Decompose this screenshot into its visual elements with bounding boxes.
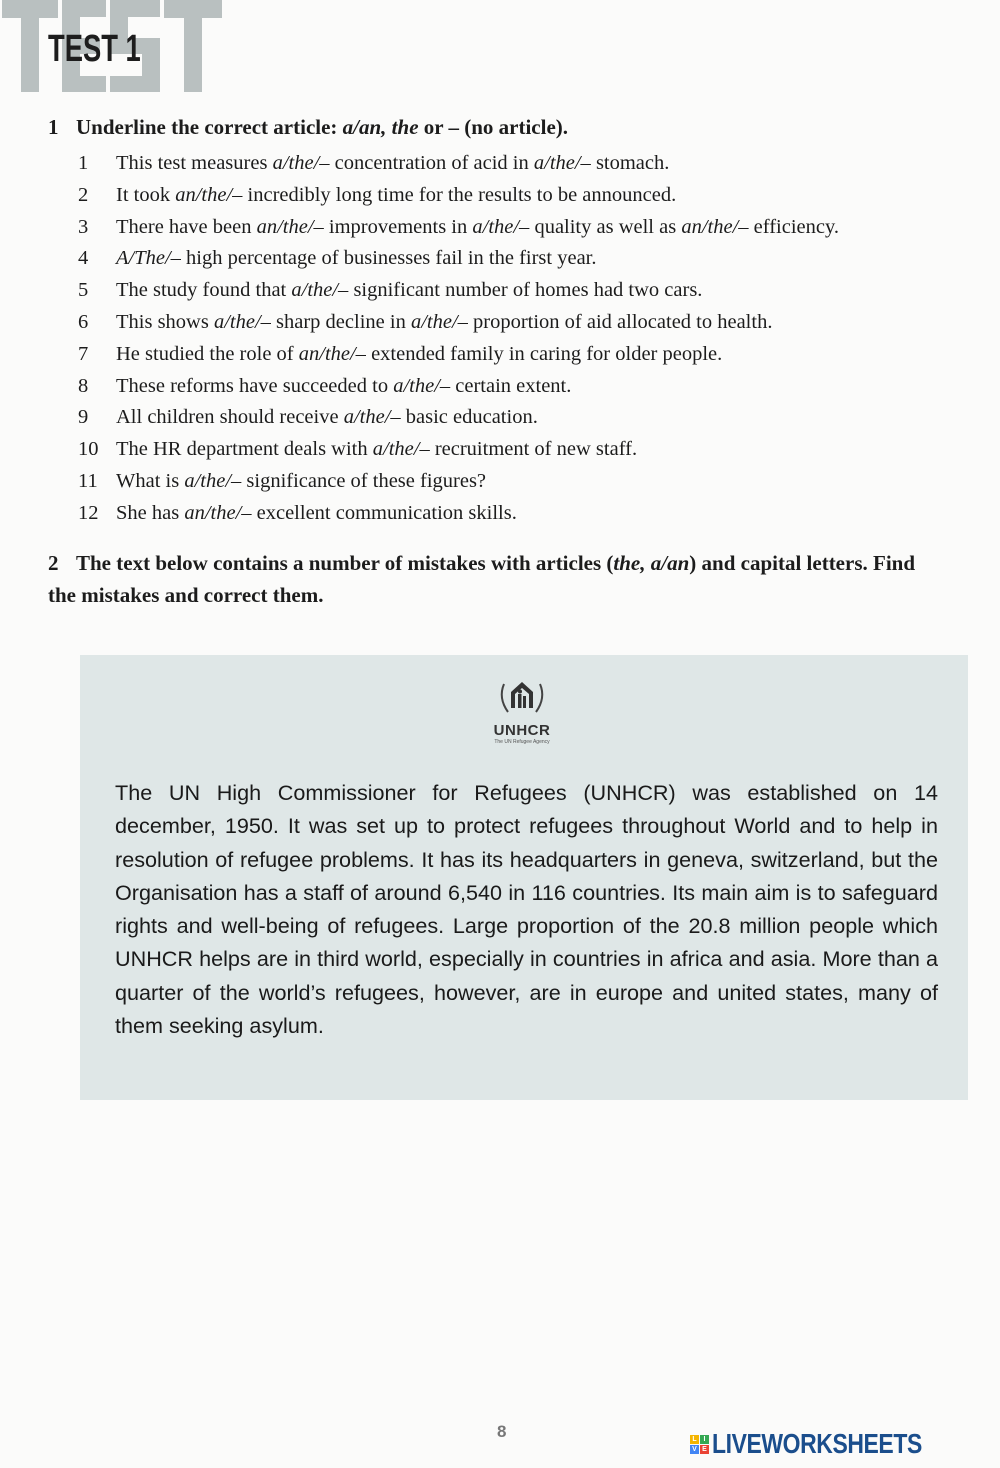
list-item	[78, 243, 948, 275]
text-segment: The study found that	[116, 279, 292, 302]
text-segment: There have been	[116, 215, 257, 238]
page-number: 8	[497, 1422, 507, 1441]
text-segment: high percentage of businesses fail in the first year.	[180, 247, 597, 270]
article-options[interactable]: an/the/–	[681, 215, 749, 238]
error-correction-text: The UN High Commissioner for Refugees (UNHCR) was established on 14 december, 1950. It was set up to protect refugees throughout World and to help in resolution of refugee problems. It has its headquarters in geneva, switzerland, but the Organisation has a staff of around 6,540 in 116 countries. Its main aim is to safeguard rights and well-being of refugees. Large proportion of the 20.8 million people which UNHCR helps are in third world, especially in countries in africa and asia. More than a quarter of the world’s refugees, however, are in europe and united states, many of them seeking asylum.	[115, 780, 938, 1039]
article-options[interactable]: an/the/–	[175, 183, 243, 206]
text-segment: The HR department deals with	[116, 438, 373, 461]
brand-letter: E	[700, 1445, 709, 1454]
item-sentence	[116, 466, 948, 498]
exercise-1-items	[78, 148, 948, 530]
item-number: 11	[78, 469, 98, 492]
item-sentence	[116, 212, 948, 244]
item-sentence	[116, 180, 948, 212]
article-options[interactable]: a/the/–	[533, 152, 591, 174]
article-options[interactable]: a/the/–	[184, 469, 242, 492]
text-segment: improvements in	[323, 215, 473, 238]
exercise-instruction	[76, 115, 568, 139]
brand-letter: V	[690, 1445, 699, 1454]
article-options[interactable]: an/the/–	[298, 342, 366, 365]
liveworksheets-brand	[690, 1428, 968, 1460]
text-segment: These reforms have succeeded to	[116, 374, 394, 397]
unhcr-logo	[487, 678, 557, 745]
item-sentence	[116, 498, 948, 530]
text-segment: incredibly long time for the results to be announced.	[242, 183, 677, 206]
article-options[interactable]: a/an, the	[342, 115, 419, 139]
article-options[interactable]: an/the/–	[256, 215, 324, 238]
item-number: 7	[78, 342, 89, 365]
exercise-number: 1	[48, 115, 59, 139]
article-options[interactable]: a/the/–	[213, 310, 271, 333]
text-segment: recruitment of new staff.	[429, 438, 638, 461]
text-segment: The text below contains a number of mistakes with articles (	[76, 550, 614, 575]
item-number: 6	[78, 310, 89, 333]
item-sentence	[116, 434, 948, 466]
text-segment: All children should receive	[116, 406, 344, 429]
text-segment: This test measures	[116, 152, 273, 174]
unhcr-emblem-icon	[494, 678, 550, 718]
exercise-flow	[48, 148, 948, 611]
text-segment: extended family in caring for older people.	[365, 342, 723, 365]
text-segment: She has	[116, 501, 185, 524]
list-item	[78, 466, 948, 498]
exercise-number: 2	[48, 550, 59, 575]
text-segment: stomach.	[590, 152, 670, 174]
article-options[interactable]: an/the/–	[184, 501, 252, 524]
item-number: 12	[78, 501, 99, 524]
exercise-instruction	[48, 551, 915, 607]
item-sentence	[116, 402, 948, 434]
text-segment: What is	[116, 469, 185, 492]
article-options[interactable]: a/the/–	[291, 279, 349, 302]
item-number: 3	[78, 215, 89, 238]
article-options[interactable]: a/the/–	[410, 310, 468, 333]
text-segment: Underline the correct article:	[76, 115, 343, 139]
article-options[interactable]: a/the/–	[372, 438, 430, 461]
item-sentence	[116, 275, 948, 307]
item-number: 9	[78, 406, 89, 429]
text-segment: He studied the role of	[116, 342, 299, 365]
item-number: 2	[78, 183, 89, 206]
text-segment: efficiency.	[748, 215, 840, 238]
article-options[interactable]: the, a/an	[613, 550, 690, 575]
item-sentence	[116, 148, 948, 180]
exercise-2-heading	[48, 547, 948, 611]
article-options[interactable]: A/The/–	[116, 247, 181, 270]
list-item	[78, 180, 948, 212]
logo-tagline: The UN Refugee Agency	[494, 739, 550, 745]
brand-name: LIVEWORKSHEETS	[712, 1428, 922, 1459]
list-item	[78, 498, 948, 530]
item-number: 10	[78, 438, 99, 461]
list-item	[78, 434, 948, 466]
item-number: 1	[78, 152, 89, 174]
text-segment: significance of these figures?	[241, 469, 487, 492]
text-segment: significant number of homes had two cars.	[348, 279, 703, 302]
logo-name: UNHCR	[493, 722, 551, 739]
article-options[interactable]: a/the/–	[343, 406, 401, 429]
item-number: 4	[78, 247, 89, 270]
text-segment: excellent communication skills.	[251, 501, 517, 524]
item-sentence	[116, 371, 948, 403]
text-segment: proportion of aid allocated to health.	[467, 310, 773, 333]
text-segment: sharp decline in	[270, 310, 411, 333]
text-segment: concentration of acid in	[329, 152, 534, 174]
item-sentence	[116, 243, 948, 275]
brand-letter: L	[690, 1435, 699, 1444]
list-item	[78, 339, 948, 371]
article-options[interactable]: a/the/–	[393, 374, 451, 397]
text-segment: This shows	[116, 310, 214, 333]
article-options[interactable]: a/the/–	[472, 215, 530, 238]
brand-blocks-icon	[690, 1435, 709, 1454]
text-segment: ) and capital letters. Find the mistakes and correct them.	[48, 550, 916, 607]
text-segment: quality as well as	[529, 215, 682, 238]
list-item	[78, 371, 948, 403]
text-segment: It took	[116, 183, 176, 206]
page-title: TEST 1	[48, 28, 141, 70]
list-item	[78, 402, 948, 434]
list-item	[78, 307, 948, 339]
list-item	[78, 212, 948, 244]
item-sentence	[116, 339, 948, 371]
item-number: 5	[78, 279, 89, 302]
brand-letter: I	[700, 1435, 709, 1444]
item-number: 8	[78, 374, 89, 397]
exercise-1-heading	[48, 111, 568, 143]
article-options[interactable]: a/the/–	[272, 152, 330, 174]
item-sentence	[116, 307, 948, 339]
text-segment: or – (no article).	[418, 115, 569, 139]
text-segment: basic education.	[400, 406, 538, 429]
text-segment: certain extent.	[450, 374, 572, 397]
list-item	[78, 148, 948, 180]
list-item	[78, 275, 948, 307]
